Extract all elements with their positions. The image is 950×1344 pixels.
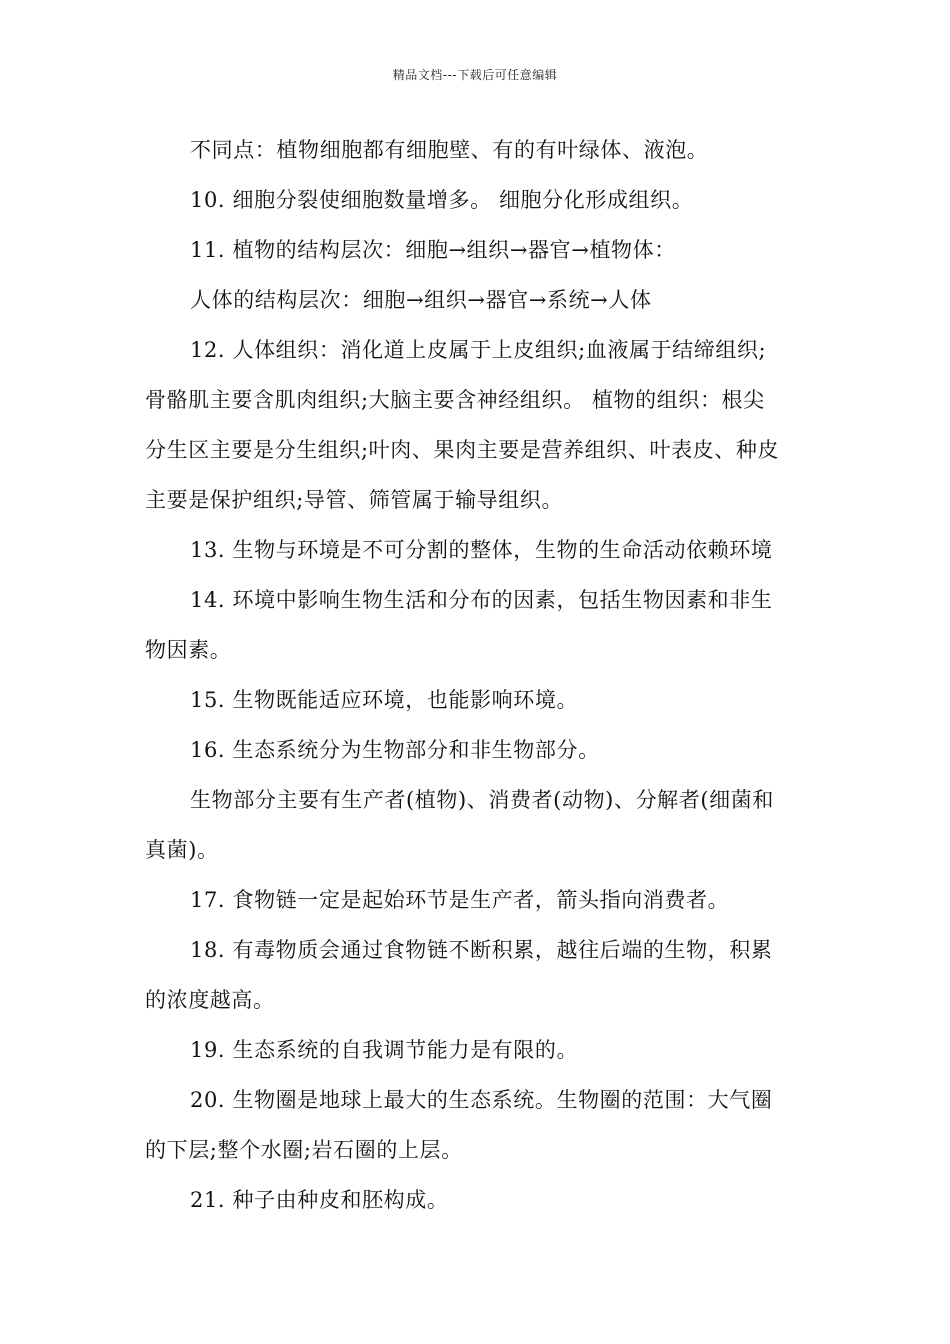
paragraph-line: 18. 有毒物质会通过食物链不断积累，越往后端的生物，积累 xyxy=(190,938,773,962)
paragraph-line: 15. 生物既能适应环境，也能影响环境。 xyxy=(190,688,579,712)
paragraph-line: 生物部分主要有生产者(植物)、消费者(动物)、分解者(细菌和 xyxy=(190,788,774,812)
paragraph-line: 人体的结构层次：细胞→组织→器官→系统→人体 xyxy=(190,288,652,312)
paragraph-line: 10. 细胞分裂使细胞数量增多。 细胞分化形成组织。 xyxy=(190,188,694,212)
paragraph-line: 分生区主要是分生组织;叶肉、果肉主要是营养组织、叶表皮、种皮 xyxy=(145,438,780,462)
paragraph-line: 真菌)。 xyxy=(145,838,219,862)
paragraph-line: 的浓度越高。 xyxy=(145,988,275,1012)
paragraph-line: 不同点：植物细胞都有细胞壁、有的有叶绿体、液泡。 xyxy=(190,138,709,162)
paragraph-line: 主要是保护组织;导管、筛管属于输导组织。 xyxy=(145,488,564,512)
paragraph-line: 11. 植物的结构层次：细胞→组织→器官→植物体： xyxy=(190,238,676,262)
page-header: 精品文档---下载后可任意编辑 xyxy=(392,68,558,82)
paragraph-line: 21. 种子由种皮和胚构成。 xyxy=(190,1188,449,1212)
paragraph-line: 19. 生态系统的自我调节能力是有限的。 xyxy=(190,1038,579,1062)
paragraph-line: 骨骼肌主要含肌肉组织;大脑主要含神经组织。 植物的组织：根尖 xyxy=(145,388,765,412)
paragraph-line: 的下层;整个水圈;岩石圈的上层。 xyxy=(145,1138,463,1162)
paragraph-line: 12. 人体组织：消化道上皮属于上皮组织;血液属于结缔组织; xyxy=(190,338,767,362)
paragraph-line: 13. 生物与环境是不可分割的整体，生物的生命活动依赖环境 xyxy=(190,538,773,562)
paragraph-line: 14. 环境中影响生物生活和分布的因素，包括生物因素和非生 xyxy=(190,588,773,612)
paragraph-line: 20. 生物圈是地球上最大的生态系统。生物圈的范围：大气圈 xyxy=(190,1088,773,1112)
paragraph-line: 16. 生态系统分为生物部分和非生物部分。 xyxy=(190,738,600,762)
paragraph-line: 17. 食物链一定是起始环节是生产者，箭头指向消费者。 xyxy=(190,888,730,912)
paragraph-line: 物因素。 xyxy=(145,638,232,662)
